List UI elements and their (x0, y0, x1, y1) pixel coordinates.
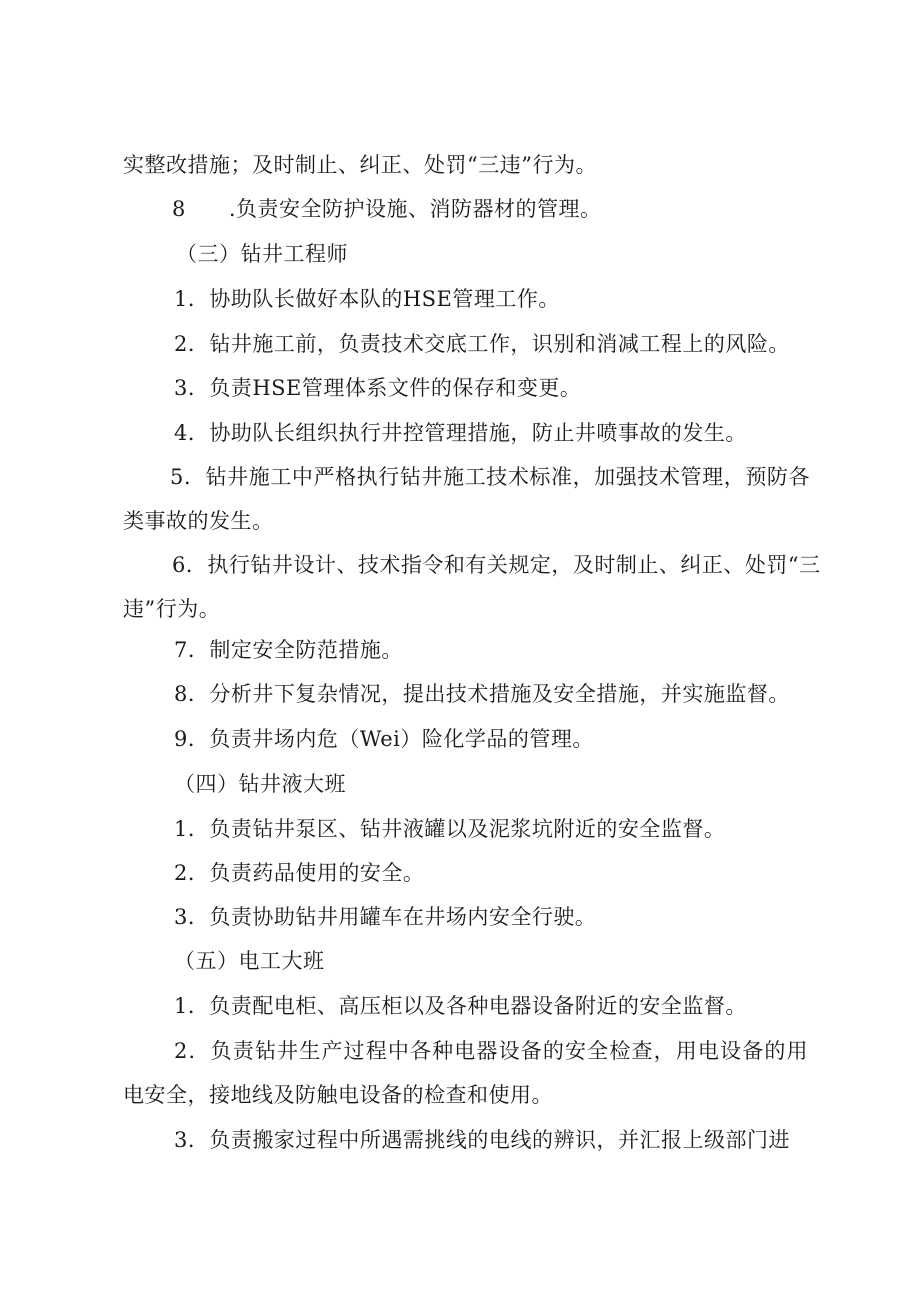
list-item-continuation: 违”行为。 (123, 597, 221, 621)
list-item: 2．负责钻井生产过程中各种电器设备的安全检查，用电设备的用 (174, 1039, 808, 1063)
list-item: 4．协助队长组织执行井控管理措施，防止井喷事故的发生。 (174, 421, 747, 445)
list-item: 2．负责药品使用的安全。 (174, 861, 425, 885)
list-item: 8．分析井下复杂情况，提出技术措施及安全措施，并实施监督。 (174, 682, 790, 706)
list-item: 1．负责钻井泵区、钻井液罐以及泥浆坑附近的安全监督。 (174, 817, 726, 841)
list-item-continuation: 类事故的发生。 (123, 509, 274, 533)
section-heading: （三）钻井工程师 (176, 242, 348, 266)
list-item-continuation: 电安全，接地线及防触电设备的检查和使用。 (123, 1083, 553, 1107)
list-item: 3．负责HSE管理体系文件的保存和变更。 (174, 376, 582, 400)
list-item: 3．负责搬家过程中所遇需挑线的电线的辨识，并汇报上级部门进 (174, 1128, 790, 1152)
list-item: 6．执行钻井设计、技术指令和有关规定，及时制止、纠正、处罚“三 (172, 553, 821, 577)
list-item: 8 .负责安全防护设施、消防器材的管理。 (172, 197, 602, 221)
list-item: 5．钻井施工中严格执行钻井施工技术标准，加强技术管理，预防各 (170, 465, 810, 489)
list-item: 7．制定安全防范措施。 (174, 638, 403, 662)
list-item: 3．负责协助钻井用罐车在井场内安全行驶。 (174, 905, 597, 929)
section-heading: （五）电工大班 (174, 949, 325, 973)
paragraph-line: 实整改措施；及时制止、纠正、处罚“三违”行为。 (123, 153, 597, 177)
list-item: 1．协助队长做好本队的HSE管理工作。 (174, 287, 560, 311)
section-heading: （四）钻井液大班 (174, 772, 346, 796)
list-item: 9．负责井场内危（Wei）险化学品的管理。 (174, 727, 594, 751)
list-item: 2．钻井施工前，负责技术交底工作，识别和消减工程上的风险。 (174, 332, 790, 356)
list-item: 1．负责配电柜、高压柜以及各种电器设备附近的安全监督。 (174, 994, 747, 1018)
